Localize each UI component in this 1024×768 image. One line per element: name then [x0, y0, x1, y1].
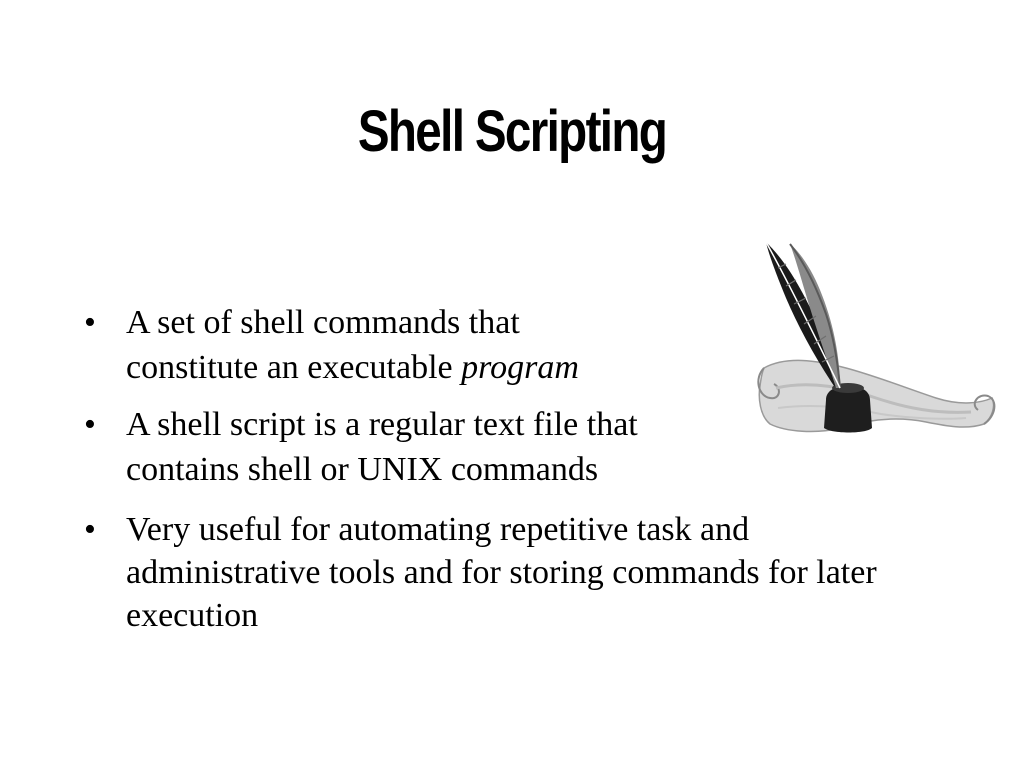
bullet-text-line: A shell script is a regular text file that [126, 406, 638, 443]
bullet-item [84, 402, 726, 492]
bullet-text: Very useful for automating repetitive task and administrative tools and for storing commands for later execution [126, 511, 877, 634]
bullet-text-line: A set of shell commands that [126, 304, 520, 341]
bullet-marker: • [84, 511, 96, 548]
quill-pen-and-scroll-icon [756, 238, 998, 438]
bullet-marker: • [84, 304, 96, 341]
bullet-item [84, 300, 686, 390]
scroll-shape [759, 360, 993, 431]
bullet-text-line: constitute an executable [126, 349, 462, 386]
bullet-marker: • [84, 406, 96, 443]
bullet-text-line: contains shell or UNIX commands [126, 451, 599, 488]
bullet-emphasis: program [461, 349, 579, 386]
slide-title: Shell Scripting [357, 99, 667, 164]
bullet-item [84, 508, 946, 637]
